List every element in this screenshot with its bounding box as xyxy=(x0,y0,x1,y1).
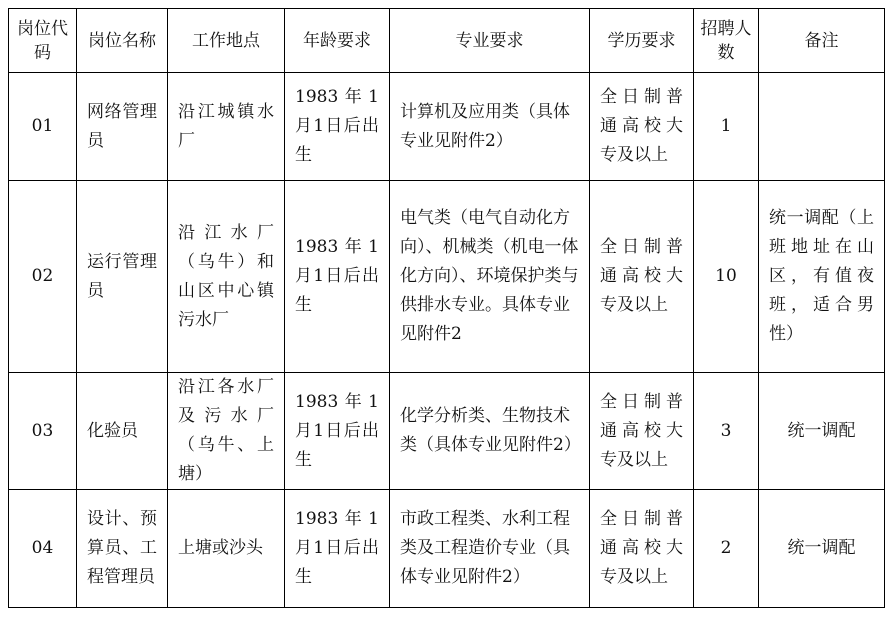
header-location: 工作地点 xyxy=(168,9,285,73)
cell-code: 03 xyxy=(9,373,77,490)
table-row xyxy=(9,373,885,490)
cell-code: 02 xyxy=(9,181,77,373)
cell-note: 统一调配 xyxy=(759,373,885,490)
cell-education: 全日制普通高校大专及以上 xyxy=(590,181,694,373)
recruitment-table xyxy=(8,8,885,608)
header-age: 年龄要求 xyxy=(285,9,390,73)
cell-age: 1983年1月1日后出生 xyxy=(285,73,390,181)
table-row xyxy=(9,181,885,373)
cell-count: 1 xyxy=(694,73,759,181)
cell-education: 全日制普通高校大专及以上 xyxy=(590,73,694,181)
cell-major: 化学分析类、生物技术类（具体专业见附件2） xyxy=(390,373,590,490)
header-count: 招聘人数 xyxy=(694,9,759,73)
cell-code: 04 xyxy=(9,490,77,608)
cell-major: 电气类（电气自动化方向）、机械类（机电一体化方向）、环境保护类与供排水专业。具体专业见附件2 xyxy=(390,181,590,373)
cell-education: 全日制普通高校大专及以上 xyxy=(590,490,694,608)
header-row xyxy=(9,9,885,73)
cell-age: 1983年1月1日后出生 xyxy=(285,490,390,608)
cell-name: 运行管理员 xyxy=(77,181,168,373)
cell-location: 沿江各水厂及污水厂（乌牛、上塘） xyxy=(168,373,285,490)
cell-note: 统一调配 xyxy=(759,490,885,608)
cell-age: 1983年1月1日后出生 xyxy=(285,373,390,490)
header-name: 岗位名称 xyxy=(77,9,168,73)
table-row xyxy=(9,490,885,608)
cell-education: 全日制普通高校大专及以上 xyxy=(590,373,694,490)
header-major: 专业要求 xyxy=(390,9,590,73)
header-education: 学历要求 xyxy=(590,9,694,73)
cell-major: 计算机及应用类（具体专业见附件2） xyxy=(390,73,590,181)
header-note: 备注 xyxy=(759,9,885,73)
cell-count: 3 xyxy=(694,373,759,490)
cell-age: 1983年1月1日后出生 xyxy=(285,181,390,373)
header-code: 岗位代码 xyxy=(9,9,77,73)
cell-major: 市政工程类、水利工程类及工程造价专业（具体专业见附件2） xyxy=(390,490,590,608)
cell-note xyxy=(759,73,885,181)
cell-note: 统一调配（上班地址在山区，有值夜班，适合男性） xyxy=(759,181,885,373)
cell-location: 沿江城镇水厂 xyxy=(168,73,285,181)
table-row xyxy=(9,73,885,181)
cell-count: 10 xyxy=(694,181,759,373)
cell-code: 01 xyxy=(9,73,77,181)
cell-count: 2 xyxy=(694,490,759,608)
cell-name: 设计、预算员、工程管理员 xyxy=(77,490,168,608)
cell-location: 上塘或沙头 xyxy=(168,490,285,608)
cell-name: 网络管理员 xyxy=(77,73,168,181)
cell-name: 化验员 xyxy=(77,373,168,490)
cell-location: 沿江水厂（乌牛）和山区中心镇污水厂 xyxy=(168,181,285,373)
